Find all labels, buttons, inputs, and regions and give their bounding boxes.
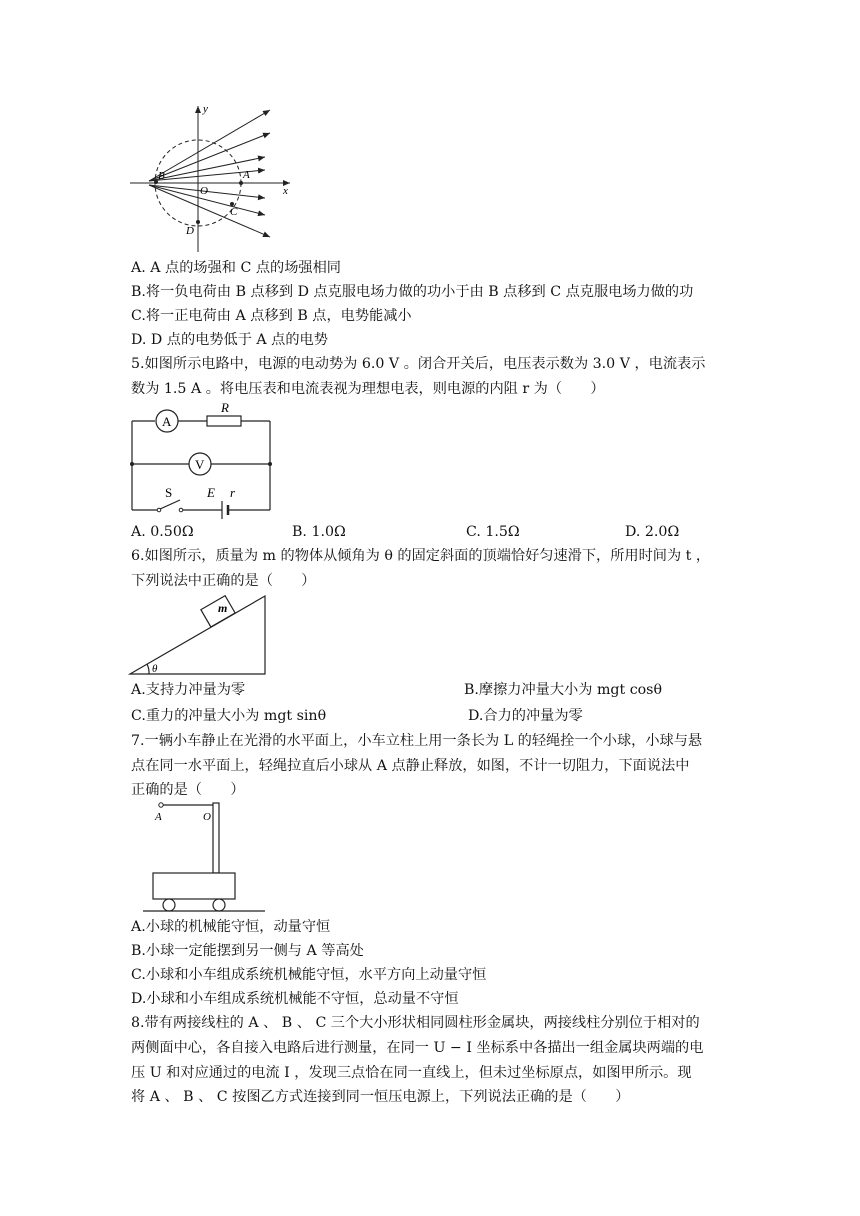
q5-internal-r-label: r [230,485,236,500]
q5-voltmeter-label: V [195,457,205,472]
q5-option-b: B. 1.0Ω [292,524,346,540]
q5-ammeter-label: A [162,414,172,429]
q6-angle-label: θ [152,663,158,675]
q8-stem-line-3: 压 U 和对应通过的电流 I ，发现三点恰在同一直线上，但未过坐标原点，如图甲所示。现 [131,1065,692,1081]
q7-stem-line-1: 7.一辆小车静止在光滑的水平面上，小车立柱上用一条长为 L 的轻绳拴一个小球，小球与悬 [131,733,703,749]
q7-option-b: B.小球一定能摆到另一侧与 A 等高处 [131,943,364,959]
q4-point-d: D [186,225,194,237]
q4-point-a: A [243,169,250,181]
q7-stem-line-3: 正确的是（ ） [131,782,245,798]
q4-field-figure [125,100,295,255]
q8-stem-line-1: 8.带有两接线柱的 A 、 B 、 C 三个大小形状相同圆柱形金属块，两接线柱分别位于相对的 [131,1015,700,1031]
q5-circuit-figure [125,400,280,520]
q5-resistor-label: R [221,400,229,415]
q7-cart-figure [125,800,275,915]
q5-stem-line-1: 5.如图所示电路中，电源的电动势为 6.0 V 。闭合开关后，电压表示数为 3.0 V ，电流表示 [131,356,706,372]
q5-stem-line-2: 数为 1.5 A 。将电压表和电流表视为理想电表，则电源的内阻 r 为（ ） [131,381,605,397]
q6-stem-line-2: 下列说法中正确的是（ ） [131,573,316,589]
q5-option-c: C. 1.5Ω [466,524,520,540]
q4-axis-y: y [203,103,208,115]
q4-axis-x: x [283,185,288,197]
q8-stem-line-2: 两侧面中心，各自接入电路后进行测量，在同一 U − I 坐标系中各描出一组金属块两端的电 [131,1040,704,1056]
q4-option-c: C.将一正电荷由 A 点移到 B 点，电势能减小 [131,308,412,324]
q6-stem-line-1: 6.如图所示，质量为 m 的物体从倾角为 θ 的固定斜面的顶端恰好匀速滑下，所用时间为 t ， [131,548,711,564]
q6-mass-label: m [218,601,228,615]
q5-option-a: A. 0.50Ω [131,524,194,540]
q5-switch-label: S [165,485,173,500]
q4-point-b: B [158,170,165,182]
q6-option-d: D.合力的冲量为零 [468,708,583,724]
q4-option-d: D. D 点的电势低于 A 点的电势 [131,332,328,348]
q6-option-b: B.摩擦力冲量大小为 mgt cosθ [464,682,663,698]
q4-option-a: A. A 点的场强和 C 点的场强相同 [131,260,341,276]
q4-option-b: B.将一负电荷由 B 点移到 D 点克服电场力做的功小于由 B 点移到 C 点克服电场力做的功 [131,284,694,300]
q5-emf-label: E [207,485,215,500]
q7-point-a: A [155,811,162,823]
q6-option-a: A.支持力冲量为零 [131,682,246,698]
q8-stem-line-4: 将 A 、 B 、 C 按图乙方式连接到同一恒压电源上，下列说法正确的是（ ） [131,1089,630,1105]
q6-option-c: C.重力的冲量大小为 mgt sinθ [131,708,327,724]
q4-origin: O [200,185,208,197]
q7-stem-line-2: 点在同一水平面上，轻绳拉直后小球从 A 点静止释放，如图，不计一切阻力，下面说法中 [131,758,690,774]
q5-option-d: D. 2.0Ω [625,524,680,540]
q7-point-o: O [203,811,211,823]
q6-incline-figure [125,592,275,678]
q7-option-a: A.小球的机械能守恒，动量守恒 [131,919,331,935]
q7-option-d: D.小球和小车组成系统机械能不守恒，总动量不守恒 [131,991,459,1007]
q7-option-c: C.小球和小车组成系统机械能守恒，水平方向上动量守恒 [131,967,487,983]
q4-point-c: C [230,206,238,218]
